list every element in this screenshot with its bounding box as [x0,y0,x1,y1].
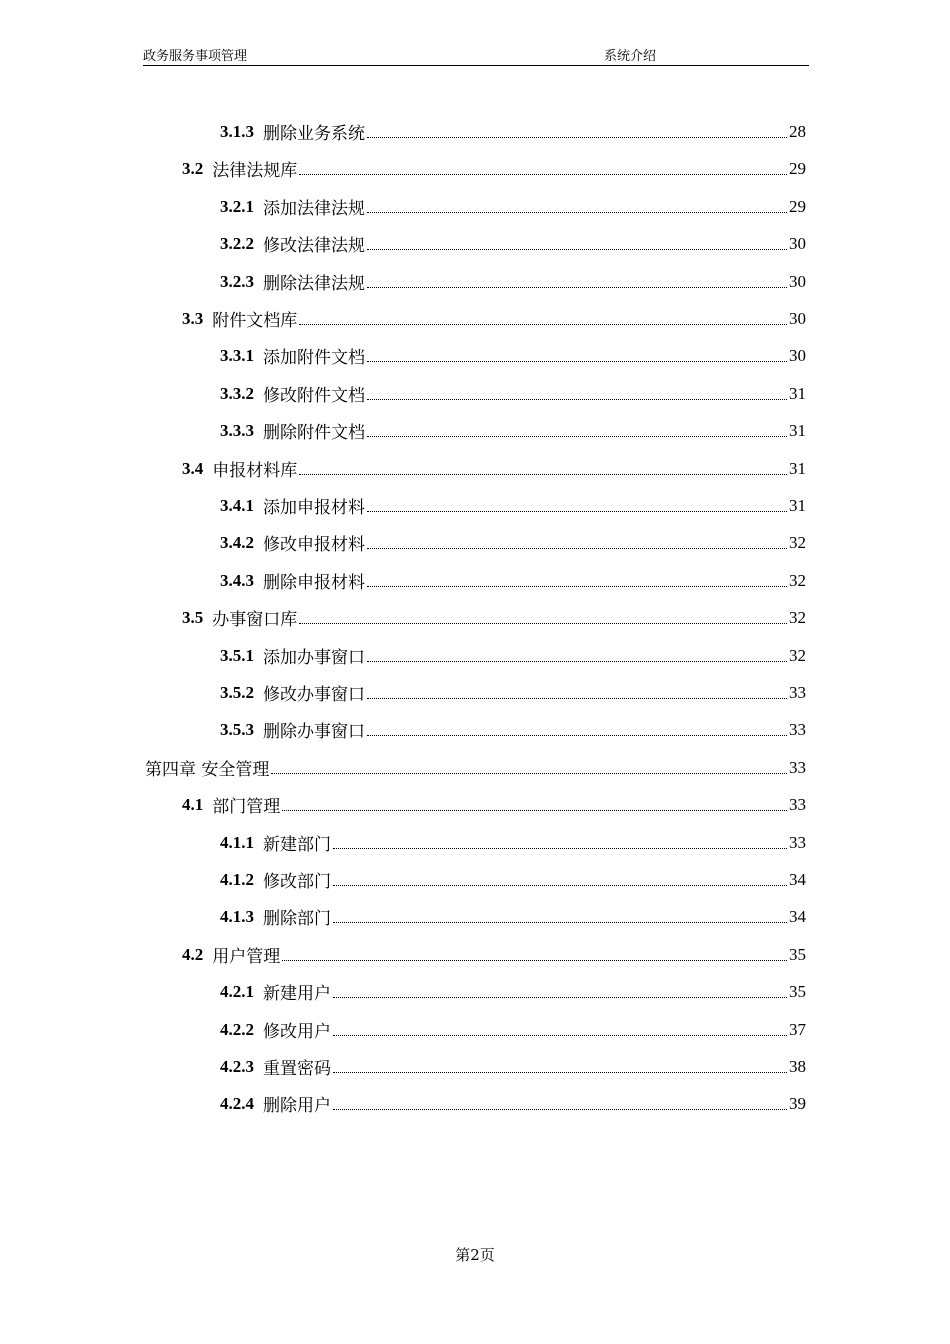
toc-entry-page: 29 [789,158,806,178]
toc-dot-leader [333,997,787,998]
toc-entry-page: 33 [789,757,806,777]
page-header [143,48,809,66]
toc-entry-page: 37 [789,1019,806,1039]
toc-entry[interactable] [220,337,806,374]
toc-entry[interactable] [220,861,806,898]
toc-entry[interactable] [220,412,806,449]
toc-entry[interactable] [220,1011,806,1048]
toc-entry-page: 38 [789,1056,806,1076]
toc-entry-title: 修改用户 [263,1022,331,1042]
toc-entry-page: 33 [789,719,806,739]
toc-entry-page: 32 [789,532,806,552]
toc-dot-leader [282,960,787,961]
toc-dot-leader [333,922,787,923]
toc-entry-title: 重置密码 [263,1059,331,1079]
toc-entry[interactable] [220,263,806,300]
toc-dot-leader [367,586,787,587]
toc-entry[interactable] [182,450,806,487]
toc-entry-number: 4.2.1 [220,981,254,1001]
toc-entry[interactable] [220,637,806,674]
toc-entry[interactable] [220,1085,806,1122]
toc-entry[interactable] [220,711,806,748]
toc-dot-leader [367,661,787,662]
toc-dot-leader [367,361,787,362]
toc-entry-page: 32 [789,645,806,665]
toc-entry-title: 添加办事窗口 [263,648,365,668]
toc-entry[interactable] [220,674,806,711]
toc-entry-page: 31 [789,458,806,478]
toc-dot-leader [367,735,787,736]
toc-entry-number: 4.1 [182,794,204,814]
toc-dot-leader [367,511,787,512]
toc-entry[interactable] [220,188,806,225]
toc-entry[interactable] [220,375,806,412]
toc-entry-number: 3.3 [182,308,204,328]
toc-entry-number: 3.2.1 [220,196,254,216]
toc-entry-number: 4.2.4 [220,1093,254,1113]
toc-entry[interactable] [182,599,806,636]
toc-dot-leader [299,324,787,325]
toc-entry-title: 办事窗口库 [212,610,298,630]
toc-entry-number: 4.2 [182,944,204,964]
toc-dot-leader [333,1035,787,1036]
toc-entry-title: 删除办事窗口 [263,722,365,742]
toc-dot-leader [282,810,787,811]
toc-entry-number: 3.2.3 [220,271,254,291]
toc-entry-title: 申报材料库 [212,461,298,481]
toc-entry-number: 3.2.2 [220,233,254,253]
toc-entry[interactable] [220,898,806,935]
toc-entry-title: 用户管理 [212,947,281,967]
toc-dot-leader [367,212,787,213]
toc-entry-number: 3.4.3 [220,570,254,590]
toc-entry-title: 附件文档库 [212,311,298,331]
toc-entry-page: 31 [789,495,806,515]
toc-entry-number: 3.3.2 [220,383,254,403]
toc-entry-page: 32 [789,607,806,627]
toc-entry-page: 35 [789,944,806,964]
toc-entry-number: 3.5.2 [220,682,254,702]
toc-dot-leader [333,1072,787,1073]
toc-entry-title: 新建部门 [263,835,331,855]
toc-entry-page: 33 [789,682,806,702]
toc-entry-title: 部门管理 [212,797,281,817]
toc-entry-title: 修改部门 [263,872,331,892]
toc-entry-number: 3.5.3 [220,719,254,739]
header-document-title: 政务服务事项管理 [143,49,248,64]
toc-entry-page: 33 [789,832,806,852]
toc-entry-title: 修改附件文档 [263,386,365,406]
toc-entry-number: 4.1.1 [220,832,254,852]
toc-entry[interactable] [220,524,806,561]
toc-entry-page: 33 [789,794,806,814]
toc-entry-page: 30 [789,308,806,328]
toc-entry-title: 删除申报材料 [263,573,365,593]
toc-entry-page: 30 [789,345,806,365]
toc-entry[interactable] [220,973,806,1010]
toc-entry-number: 4.2.2 [220,1019,254,1039]
toc-entry-number: 3.4 [182,458,204,478]
toc-dot-leader [367,698,787,699]
toc-entry[interactable] [145,749,806,786]
toc-entry-page: 35 [789,981,806,1001]
toc-entry-title: 新建用户 [263,984,331,1004]
toc-dot-leader [367,436,787,437]
toc-dot-leader [367,249,787,250]
toc-entry-number: 3.2 [182,158,204,178]
toc-entry-number: 3.5.1 [220,645,254,665]
toc-entry-page: 34 [789,869,806,889]
toc-dot-leader [271,773,787,774]
toc-entry-number: 3.3.1 [220,345,254,365]
toc-entry[interactable] [220,562,806,599]
toc-entry-title: 删除部门 [263,909,331,929]
toc-entry-number: 3.4.1 [220,495,254,515]
toc-entry-page: 32 [789,570,806,590]
toc-dot-leader [299,174,787,175]
toc-entry-page: 30 [789,271,806,291]
toc-entry-title: 修改申报材料 [263,535,365,555]
toc-entry-title: 第四章 安全管理 [145,760,270,780]
toc-dot-leader [333,848,787,849]
toc-entry-title: 修改办事窗口 [263,685,365,705]
toc-dot-leader [299,474,787,475]
page-number: 第2页 [455,1246,495,1264]
toc-entry[interactable] [182,786,806,823]
toc-entry[interactable] [182,936,806,973]
toc-entry-number: 3.1.3 [220,121,254,141]
toc-entry-title: 删除用户 [263,1096,331,1116]
toc-entry[interactable] [182,300,806,337]
header-section-title: 系统介绍 [604,49,657,64]
toc-entry-title: 删除法律法规 [263,274,365,294]
toc-entry-page: 31 [789,420,806,440]
toc-entry-number: 3.3.3 [220,420,254,440]
toc-entry-page: 34 [789,906,806,926]
toc-entry[interactable] [220,824,806,861]
toc-dot-leader [299,623,787,624]
toc-entry-title: 修改法律法规 [263,236,365,256]
toc-entry-title: 添加附件文档 [263,348,365,368]
toc-entry[interactable] [220,1048,806,1085]
toc-dot-leader [333,1109,787,1110]
toc-entry[interactable] [220,113,806,150]
toc-dot-leader [367,548,787,549]
toc-entry-page: 29 [789,196,806,216]
toc-entry-title: 添加法律法规 [263,199,365,219]
toc-entry-title: 删除附件文档 [263,423,365,443]
toc-entry[interactable] [220,225,806,262]
toc-entry-page: 28 [789,121,806,141]
toc-dot-leader [367,137,787,138]
toc-entry-title: 删除业务系统 [263,124,365,144]
toc-entry-number: 4.1.2 [220,869,254,889]
toc-entry[interactable] [182,150,806,187]
toc-dot-leader [367,399,787,400]
toc-entry-number: 3.4.2 [220,532,254,552]
toc-entry-number: 4.2.3 [220,1056,254,1076]
toc-entry-number: 3.5 [182,607,204,627]
toc-dot-leader [367,287,787,288]
toc-entry-page: 30 [789,233,806,253]
toc-entry-page: 31 [789,383,806,403]
toc-entry-title: 添加申报材料 [263,498,365,518]
toc-dot-leader [333,885,787,886]
toc-entry-title: 法律法规库 [212,161,298,181]
toc-entry-number: 4.1.3 [220,906,254,926]
toc-entry-page: 39 [789,1093,806,1113]
toc-entry[interactable] [220,487,806,524]
